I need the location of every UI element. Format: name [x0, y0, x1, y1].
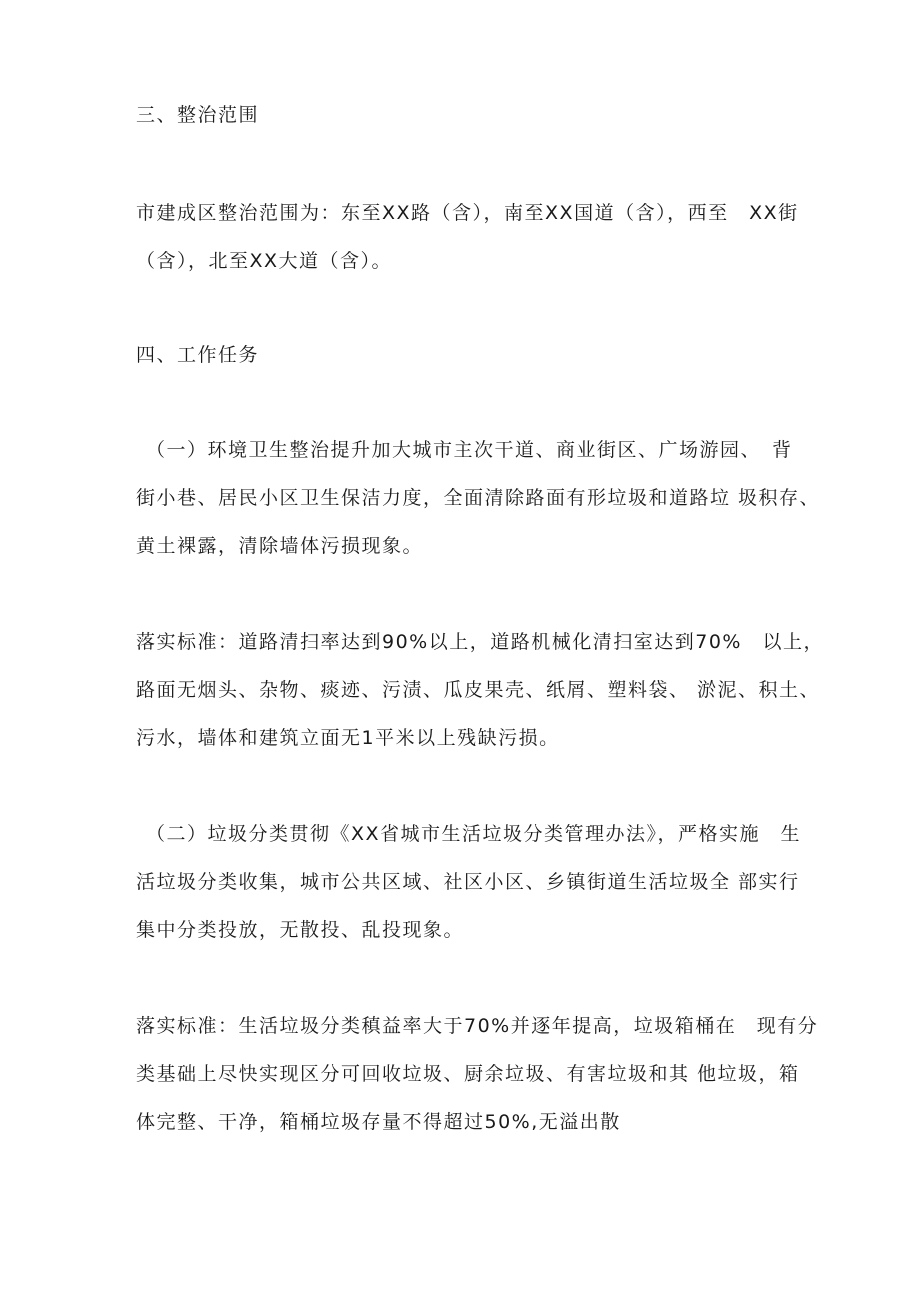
task-sanitation-paragraph [136, 426, 821, 570]
scope-paragraph [136, 189, 804, 285]
section-heading-tasks: 四、工作任务 [136, 344, 260, 366]
garbage-sorting-standard-paragraph [136, 1002, 819, 1146]
paragraph-line: 市建成区整治范围为：东至XX路（含），南至XX国道（含），西至 XX街 [136, 202, 799, 224]
task-garbage-sorting-paragraph [136, 810, 804, 954]
paragraph-line: 活垃圾分类收集，城市公共区域、社区小区、乡镇街道生活垃圾全 部实行 [136, 871, 800, 893]
paragraph-line: 污水，墙体和建筑立面无1平米以上残缺污损。 [136, 727, 560, 749]
paragraph-line: 集中分类投放，无散投、乱投现象。 [136, 919, 465, 941]
paragraph-line: 路面无烟头、杂物、痰迹、污渍、瓜皮果壳、纸屑、塑料袋、 淤泥、积土、 [136, 679, 821, 701]
paragraph-line: 体完整、干净，箱桶垃圾存量不得超过50%,无溢出散 [136, 1111, 621, 1133]
paragraph-line: （一）环境卫生整治提升加大城市主次干道、商业街区、广场游园、 背 [146, 439, 793, 461]
paragraph-line: （二）垃圾分类贯彻《XX省城市生活垃圾分类管理办法》，严格实施 生 [146, 823, 802, 845]
paragraph-line: （含），北至XX大道（含）。 [136, 250, 393, 272]
paragraph-line: 落实标准：生活垃圾分类稹益率大于70%并逐年提高，垃圾箱桶在 现有分 [136, 1015, 819, 1037]
paragraph-line: 黄土裸露，清除墙体污损现象。 [136, 535, 424, 557]
paragraph-line: 类基础上尽快实现区分可回收垃圾、厨余垃圾、有害垃圾和其 他垃圾，箱 [136, 1063, 800, 1085]
sanitation-standard-paragraph [136, 618, 824, 762]
section-heading-scope: 三、整治范围 [136, 104, 260, 126]
paragraph-line: 街小巷、居民小区卫生保洁力度，全面清除路面有形垃圾和道路垃 圾积存、 [136, 487, 821, 509]
paragraph-line: 落实标准：道路清扫率达到90%以上，道路机械化清扫室达到70% 以上， [136, 631, 824, 653]
